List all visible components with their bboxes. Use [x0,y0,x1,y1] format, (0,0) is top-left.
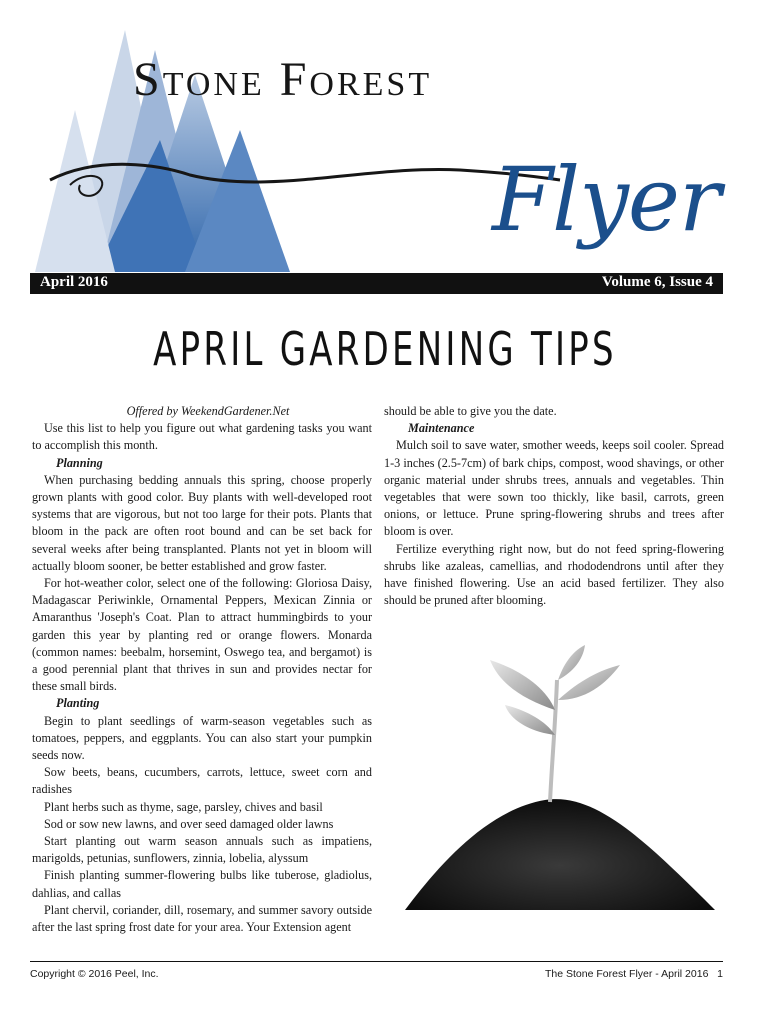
masthead-title: Stone Forest [133,53,433,106]
seedling-in-soil-photo [395,640,725,930]
issue-volume: Volume 6, Issue 4 [601,274,713,290]
maintenance-heading: Maintenance [408,421,475,436]
intro-paragraph: Use this list to help you figure out what gardening tasks you want to accomplish this month. [32,421,372,453]
left-column [32,403,372,936]
masthead-flyer: Flyer [492,148,721,251]
page-headline: APRIL GARDENING TIPS [153,322,617,376]
continuation-text: should be able to give you the date. [384,404,557,418]
planting-paragraph: Finish planting summer-flowering bulbs like tuberose, gladiolus, dahlias, and callas [32,868,372,900]
maintenance-paragraph: Fertilize everything right now, but do not feed spring-flowering shrubs like azaleas, camellias, and rhododendrons until after they have finished flowering. Use an acid based fertilizer. They also should be pruned after blooming. [384,541,724,608]
issue-bar [30,273,723,294]
right-column [384,403,724,609]
planting-paragraph: Sod or sow new lawns, and over seed damaged older lawns [44,816,334,831]
planting-heading: Planting [56,696,100,711]
issue-date: April 2016 [40,274,108,290]
maintenance-paragraph: Mulch soil to save water, smother weeds, keeps soil cooler. Spread 1-3 inches (2.5-7cm) of bark chips, compost, wood shavings, or other organic material under shrubs trees, annuals and vegetables. Thin vegetables that were sown too thickly, like basil, carrots, green onions, or lettuce. Prune spring-flowering shrubs and trees after bloom is over. [384,438,724,539]
planning-paragraph: For hot-weather color, select one of the following: Gloriosa Daisy, Madagascar Periwinkle, Ornamental Peppers, Mexican Zinnia or Amaranthus 'Joseph's Coat. Plan to attract hummingbirds to your garden this year by planting red or orange flowers. Monarda (common names: beebalm, horsemint, Oswego tea, and bergamot) is a good perennial plant that thrives in sun and provides nectar for these small birds. [32,576,372,694]
byline: Offered by WeekendGardener.Net [126,404,290,418]
planting-paragraph: Plant chervil, coriander, dill, rosemary, and summer savory outside after the last spring frost date for your area. Your Extension agent [32,902,372,935]
footer-page-label: The Stone Forest Flyer - April 2016 1 [545,968,723,980]
planning-heading: Planning [56,455,103,470]
planning-paragraph: When purchasing bedding annuals this spring, choose properly grown plants with good color. Buy plants with well-developed root systems that are vigorous, but not too large for their pots. Plants that bloom in the pack are often root bound and can be set back for several weeks after being transplanted. Plants not yet in bloom will actually bloom sooner, be better established and grow faster. [32,472,372,573]
planting-paragraph: Sow beets, beans, cucumbers, carrots, lettuce, sweet corn and radishes [32,765,372,797]
planting-paragraph: Start planting out warm season annuals such as impatiens, marigolds, petunias, sunflowers, zinnia, lobelia, alyssum [32,834,372,866]
footer-copyright: Copyright © 2016 Peel, Inc. [30,968,159,980]
planting-paragraph: Begin to plant seedlings of warm-season vegetables such as tomatoes, peppers, and eggplants. You can also start your pumpkin seeds now. [32,713,372,763]
footer [30,961,723,980]
masthead [0,0,770,300]
planting-paragraph: Plant herbs such as thyme, sage, parsley, chives and basil [44,799,323,814]
